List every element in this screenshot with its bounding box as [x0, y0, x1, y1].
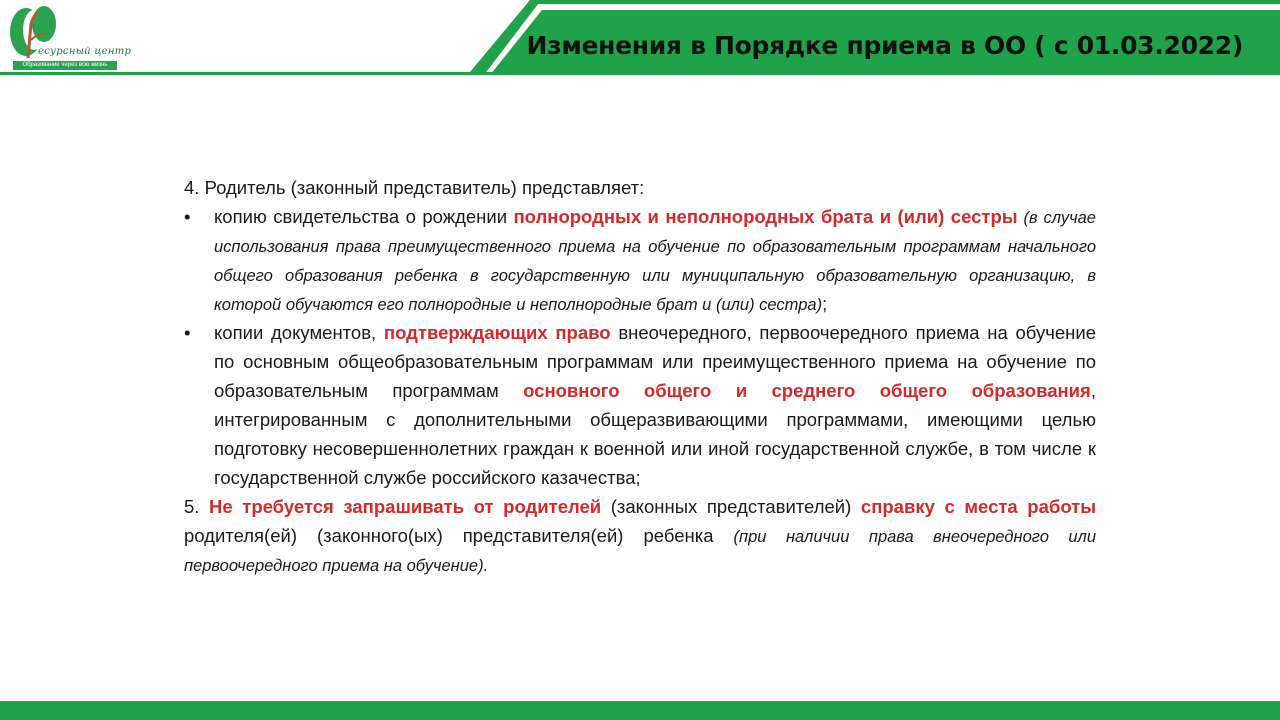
item2-text-1: копии документов,	[214, 322, 384, 343]
list-item	[184, 318, 1096, 492]
footer-bar	[0, 701, 1280, 720]
bullet: •	[184, 206, 191, 227]
bullet: •	[184, 322, 191, 343]
page-title: Изменения в Порядке приема в ОО ( с 01.03.2022)	[526, 31, 1243, 60]
item2-text-3: , интегрированным с дополнительными общеразвивающими программами, имеющими целью подготовку несовершеннолетних граждан к военной или иной государственной службе, в том числе к государственной службе российского казачества;	[214, 380, 1096, 488]
item2-highlight-1: подтверждающих право	[383, 322, 611, 343]
point-5-highlight-1: Не требуется запрашивать от родителей	[209, 496, 602, 517]
point-5-text-2: родителя(ей) (законного(ых) представителя(ей) ребенка	[184, 525, 734, 546]
item2-text-2: внеочередного, первоочередного приема на обучение по основным общеобразовательным программам или преимущественного приема на обучение по образовательным программам	[214, 322, 1096, 401]
point-5	[184, 492, 1096, 579]
point-5-number: 5.	[184, 496, 210, 517]
logo	[4, 2, 132, 70]
main-content	[184, 173, 1096, 579]
point-5-highlight-2: справку с места работы	[860, 496, 1097, 517]
logo-tree-icon	[4, 2, 116, 70]
item1-end: ;	[822, 293, 828, 314]
logo-tagline: Образование через всю жизнь	[13, 61, 117, 70]
intro-text: 4. Родитель (законный представитель) представляет:	[184, 177, 645, 198]
list-item	[184, 202, 1096, 318]
logo-name: есурсный центр	[38, 46, 132, 57]
header-divider	[0, 72, 1280, 75]
item2-highlight-2: основного общего и среднего общего образования	[523, 380, 1091, 401]
point-5-note: (при наличии права внеочередного или первоочередного приема на обучение).	[184, 528, 1097, 575]
point-5-text-1: (законных представителей)	[601, 496, 861, 517]
item1-text: копию свидетельства о рождении	[214, 206, 514, 227]
item1-highlight: полнородных и неполнородных брата и (или) сестры	[513, 206, 1018, 227]
item1-note: (в случае использования права преимущественного приема на обучение по образовательным программам начального общего образования ребенка в государственную или муниципальную образовательную организацию, в которой обучаются его полнородные и неполнородные брат и (или) сестра)	[214, 209, 1096, 314]
